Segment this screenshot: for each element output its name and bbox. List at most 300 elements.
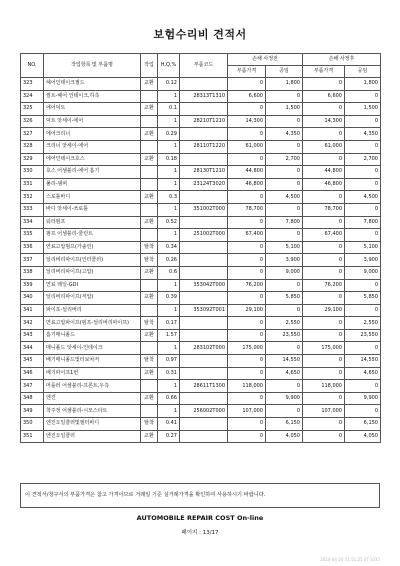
row-part-price-after: 0	[303, 191, 345, 204]
row-part-price-after: 175,000	[303, 342, 345, 355]
row-part-price-after: 46,800	[303, 178, 345, 191]
row-item: 펌프 어셈블리-쿨런트	[44, 229, 141, 242]
row-part-price-after: 0	[303, 103, 345, 116]
row-labor-before: 0	[266, 115, 303, 128]
row-hq: 1	[158, 203, 180, 216]
row-part-code	[180, 292, 228, 305]
row-labor-before: 7,800	[266, 216, 303, 229]
row-work	[141, 342, 158, 355]
row-work	[141, 405, 158, 418]
row-part-price-after: 0	[303, 329, 345, 342]
row-part-price-before: 0	[228, 191, 266, 204]
row-no: 351	[21, 430, 44, 443]
row-labor-before: 0	[266, 140, 303, 153]
row-item: 헤어인테이크필드	[44, 78, 141, 91]
table-row	[21, 355, 381, 368]
row-labor-before: 0	[266, 342, 303, 355]
row-item: 덕트 앗세이-에어	[44, 115, 141, 128]
header-item: 작업항목 및 부품명	[44, 54, 141, 78]
row-item: 워터펌프	[44, 216, 141, 229]
table-row	[21, 392, 381, 405]
row-hq: 0.6	[158, 266, 180, 279]
row-labor-after: 23,550	[345, 329, 381, 342]
row-part-code	[180, 317, 228, 330]
row-no: 328	[21, 140, 44, 153]
row-no: 338	[21, 266, 44, 279]
row-part-price-after: 0	[303, 128, 345, 141]
table-row	[21, 367, 381, 380]
row-no: 325	[21, 103, 44, 116]
row-part-price-after: 67,400	[303, 229, 345, 242]
row-labor-after: 0	[345, 304, 381, 317]
row-labor-after: 4,050	[345, 430, 381, 443]
row-part-price-after: 0	[303, 153, 345, 166]
row-part-code	[180, 128, 228, 141]
row-part-price-after: 0	[303, 216, 345, 229]
table-row	[21, 279, 381, 292]
row-no: 333	[21, 203, 44, 216]
row-labor-after: 14,550	[345, 355, 381, 368]
row-labor-after: 2,700	[345, 153, 381, 166]
row-part-code	[180, 367, 228, 380]
header-part-price-after: 부품가격	[303, 66, 345, 78]
row-no: 343	[21, 329, 44, 342]
row-no: 324	[21, 90, 44, 103]
row-no: 339	[21, 279, 44, 292]
row-no: 344	[21, 342, 44, 355]
row-work	[141, 166, 158, 179]
row-labor-before: 4,500	[266, 191, 303, 204]
row-labor-before: 0	[266, 90, 303, 103]
row-no: 332	[21, 191, 44, 204]
row-no: 348	[21, 392, 44, 405]
row-item: 크리너 앗세이-에어	[44, 140, 141, 153]
table-row	[21, 115, 381, 128]
row-part-code: 351002T000	[180, 203, 228, 216]
table-row	[21, 317, 381, 330]
row-work: 탈착	[141, 355, 158, 368]
row-part-price-after: 0	[303, 266, 345, 279]
row-hq: 0.29	[158, 128, 180, 141]
row-work: 교환	[141, 392, 158, 405]
row-part-price-before: 0	[228, 367, 266, 380]
row-part-price-after: 76,200	[303, 279, 345, 292]
row-part-price-before: 0	[228, 418, 266, 431]
row-part-price-before: 46,800	[228, 178, 266, 191]
table-row	[21, 405, 381, 418]
row-part-price-after: 0	[303, 292, 345, 305]
row-part-price-after: 107,000	[303, 405, 345, 418]
row-no: 342	[21, 317, 44, 330]
row-labor-after: 0	[345, 178, 381, 191]
row-labor-before: 5,100	[266, 241, 303, 254]
row-no: 346	[21, 367, 44, 380]
row-labor-after: 3,900	[345, 254, 381, 267]
row-work: 탈착	[141, 254, 158, 267]
row-item: 연료고압파이프(펌프-딜리버리파이프)	[44, 317, 141, 330]
row-part-price-after: 29,100	[303, 304, 345, 317]
row-part-code	[180, 266, 228, 279]
row-item: 딜리버리파이프(저압)	[44, 292, 141, 305]
row-labor-before: 0	[266, 203, 303, 216]
row-hq: 1	[158, 166, 180, 179]
row-item: 바디 앗세이-쓰로틀	[44, 203, 141, 216]
row-no: 350	[21, 418, 44, 431]
row-part-price-before: 0	[228, 317, 266, 330]
row-work: 교환	[141, 367, 158, 380]
row-no: 335	[21, 229, 44, 242]
row-part-code	[180, 254, 228, 267]
row-item: 착주정 어셈블리-시모스타트	[44, 405, 141, 418]
row-labor-after: 4,650	[345, 367, 381, 380]
table-row	[21, 216, 381, 229]
row-hq: 0.31	[158, 367, 180, 380]
row-no: 345	[21, 355, 44, 368]
table-row	[21, 430, 381, 443]
row-labor-after: 0	[345, 203, 381, 216]
row-part-code	[180, 216, 228, 229]
header-hq: H.Q,%	[158, 54, 180, 78]
table-row	[21, 178, 381, 191]
row-part-price-before: 0	[228, 254, 266, 267]
header-after-adjustment: 손해 사정후	[303, 54, 381, 66]
row-work: 교환	[141, 216, 158, 229]
row-part-price-before: 0	[228, 153, 266, 166]
row-hq: 1	[158, 90, 180, 103]
row-hq: 0.97	[158, 355, 180, 368]
table-row	[21, 153, 381, 166]
table-row	[21, 203, 381, 216]
row-work	[141, 140, 158, 153]
row-no: 347	[21, 380, 44, 393]
table-row	[21, 90, 381, 103]
row-labor-after: 0	[345, 405, 381, 418]
header-labor-after: 공임	[345, 66, 381, 78]
row-no: 337	[21, 254, 44, 267]
row-labor-before: 0	[266, 166, 303, 179]
row-part-price-before: 0	[228, 128, 266, 141]
row-labor-after: 0	[345, 380, 381, 393]
row-part-price-after: 0	[303, 241, 345, 254]
page-number: 페이지 : 13/17	[181, 530, 219, 536]
row-part-price-before: 61,000	[228, 140, 266, 153]
table-row	[21, 342, 381, 355]
row-part-code: 28210T1210	[180, 115, 228, 128]
row-hq: 0.39	[158, 292, 180, 305]
row-item: 딜리버리파이프(고압)	[44, 266, 141, 279]
row-no: 331	[21, 178, 44, 191]
row-part-code: 251002T000	[180, 229, 228, 242]
row-part-price-before: 0	[228, 430, 266, 443]
row-item: 배기매니폴드및터보차저	[44, 355, 141, 368]
row-part-price-before: 0	[228, 216, 266, 229]
row-part-code	[180, 78, 228, 91]
row-no: 340	[21, 292, 44, 305]
row-work: 교환	[141, 191, 158, 204]
row-no: 334	[21, 216, 44, 229]
table-row	[21, 78, 381, 91]
table-row	[21, 266, 381, 279]
row-labor-before: 6,150	[266, 418, 303, 431]
row-labor-after: 9,900	[345, 392, 381, 405]
row-part-price-after: 0	[303, 317, 345, 330]
row-item: 딜리버리파이프(인터쿨러)	[44, 254, 141, 267]
row-labor-before: 2,700	[266, 153, 303, 166]
estimate-rows	[21, 78, 381, 443]
row-hq: 0.12	[158, 78, 180, 91]
row-part-price-before: 0	[228, 103, 266, 116]
row-hq: 1.57	[158, 329, 180, 342]
table-row	[21, 329, 381, 342]
row-labor-before: 1,800	[266, 78, 303, 91]
row-labor-before: 0	[266, 304, 303, 317]
row-labor-before: 23,550	[266, 329, 303, 342]
row-part-code	[180, 153, 228, 166]
estimate-table	[20, 53, 381, 443]
row-part-price-after: 0	[303, 78, 345, 91]
row-hq: 1	[158, 342, 180, 355]
row-work: 교환	[141, 153, 158, 166]
row-labor-after: 0	[345, 115, 381, 128]
row-labor-before: 0	[266, 279, 303, 292]
row-work	[141, 178, 158, 191]
row-item: 씰트-헤어 인테이크,하측	[44, 90, 141, 103]
row-item: 머플러 어셈블리-프론트,우측	[44, 380, 141, 393]
table-row	[21, 229, 381, 242]
row-hq: 1	[158, 229, 180, 242]
disclaimer-note: 이 견적서/청구서의 부품가격은 참고 가격이므로 거래일 기준 실거래가격을 확인하여 사용하시기 바랍니다.	[20, 483, 380, 508]
row-labor-before: 3,900	[266, 254, 303, 267]
row-no: 329	[21, 153, 44, 166]
row-part-price-after: 61,000	[303, 140, 345, 153]
row-item: 호스 어셈블리-에어 흡기	[44, 166, 141, 179]
row-part-code: 283102T000	[180, 342, 228, 355]
row-item: 연료 레일-GDI	[44, 279, 141, 292]
row-part-price-before: 29,100	[228, 304, 266, 317]
table-row	[21, 418, 381, 431]
row-part-price-after: 0	[303, 254, 345, 267]
row-part-price-before: 107,000	[228, 405, 266, 418]
row-work	[141, 90, 158, 103]
row-labor-after: 1,500	[345, 103, 381, 116]
row-work: 교환	[141, 292, 158, 305]
row-part-price-before: 44,800	[228, 166, 266, 179]
row-hq: 0.3	[158, 191, 180, 204]
row-part-price-before: 67,400	[228, 229, 266, 242]
row-work	[141, 115, 158, 128]
row-part-price-before: 118,000	[228, 380, 266, 393]
row-no: 326	[21, 115, 44, 128]
row-labor-after: 1,800	[345, 78, 381, 91]
row-labor-after: 9,000	[345, 266, 381, 279]
row-item: 엔진	[44, 392, 141, 405]
row-part-price-before: 0	[228, 78, 266, 91]
row-part-price-before: 0	[228, 266, 266, 279]
table-row	[21, 166, 381, 179]
row-work	[141, 304, 158, 317]
row-part-price-before: 0	[228, 241, 266, 254]
row-item: 풀리-댐퍼	[44, 178, 141, 191]
row-labor-after: 0	[345, 140, 381, 153]
row-item: 스로틀바디	[44, 191, 141, 204]
print-stamp: 2024-04-26 11:51:25 ST:1035	[320, 557, 380, 562]
row-item: 연료고압펌프(가솔린)	[44, 241, 141, 254]
row-part-price-after: 14,300	[303, 115, 345, 128]
row-part-code: 256002T000	[180, 405, 228, 418]
footer-title: AUTOMOBILE REPAIR COST On-line	[136, 514, 264, 522]
row-part-code: 28611T1300	[180, 380, 228, 393]
row-work: 탈착	[141, 317, 158, 330]
row-part-code: 353042T000	[180, 279, 228, 292]
row-labor-after: 4,350	[345, 128, 381, 141]
row-part-price-before: 0	[228, 392, 266, 405]
row-work: 교환	[141, 78, 158, 91]
row-part-code	[180, 241, 228, 254]
row-hq: 0.52	[158, 216, 180, 229]
document-title: 보험수리비 견적서	[153, 28, 247, 41]
row-no: 327	[21, 128, 44, 141]
row-no: 349	[21, 405, 44, 418]
row-part-price-before: 0	[228, 355, 266, 368]
table-row	[21, 254, 381, 267]
row-hq: 0.1	[158, 103, 180, 116]
row-labor-after: 5,850	[345, 292, 381, 305]
table-row	[21, 292, 381, 305]
row-labor-after: 0	[345, 229, 381, 242]
row-part-price-after: 6,600	[303, 90, 345, 103]
table-row	[21, 191, 381, 204]
row-item: 파이프-딜리버리	[44, 304, 141, 317]
row-work	[141, 279, 158, 292]
row-labor-before: 4,050	[266, 430, 303, 443]
row-labor-after: 2,550	[345, 317, 381, 330]
row-part-code	[180, 329, 228, 342]
row-no: 336	[21, 241, 44, 254]
row-part-code: 28130T1210	[180, 166, 228, 179]
row-part-code	[180, 430, 228, 443]
row-part-code: 353092T001	[180, 304, 228, 317]
row-part-price-before: 14,300	[228, 115, 266, 128]
row-part-price-after: 44,800	[303, 166, 345, 179]
row-hq: 0.17	[158, 317, 180, 330]
row-part-code	[180, 191, 228, 204]
row-part-code	[180, 355, 228, 368]
row-part-code: 23124T3020	[180, 178, 228, 191]
row-part-price-after: 0	[303, 392, 345, 405]
row-hq: 0.18	[158, 153, 180, 166]
row-labor-after: 5,100	[345, 241, 381, 254]
row-labor-after: 0	[345, 342, 381, 355]
row-hq: 1	[158, 380, 180, 393]
row-labor-after: 0	[345, 166, 381, 179]
row-part-price-after: 0	[303, 367, 345, 380]
row-hq: 0.26	[158, 254, 180, 267]
row-hq: 1	[158, 115, 180, 128]
row-hq: 0.34	[158, 241, 180, 254]
table-row	[21, 128, 381, 141]
row-item: 배기파이프1번	[44, 367, 141, 380]
row-work	[141, 380, 158, 393]
row-work	[141, 203, 158, 216]
row-part-price-after: 0	[303, 418, 345, 431]
header-work: 작업	[141, 54, 158, 78]
row-work: 교환	[141, 103, 158, 116]
header-part-price-before: 부품가격	[228, 66, 266, 78]
row-hq: 0.27	[158, 430, 180, 443]
row-labor-before: 1,500	[266, 103, 303, 116]
row-labor-after: 0	[345, 90, 381, 103]
row-part-code: 28313T1310	[180, 90, 228, 103]
row-item: 에어덕트	[44, 103, 141, 116]
row-part-price-before: 0	[228, 292, 266, 305]
row-hq: 1	[158, 140, 180, 153]
table-row	[21, 140, 381, 153]
table-row	[21, 103, 381, 116]
header-labor-before: 공임	[266, 66, 303, 78]
row-labor-before: 0	[266, 229, 303, 242]
row-no: 330	[21, 166, 44, 179]
row-labor-after: 7,800	[345, 216, 381, 229]
row-labor-before: 0	[266, 178, 303, 191]
row-work	[141, 229, 158, 242]
row-part-price-after: 118,000	[303, 380, 345, 393]
row-part-price-before: 76,200	[228, 279, 266, 292]
row-item: 에어크리너	[44, 128, 141, 141]
row-labor-before: 9,000	[266, 266, 303, 279]
row-no: 341	[21, 304, 44, 317]
row-work: 교환	[141, 128, 158, 141]
row-hq: 1	[158, 405, 180, 418]
table-row	[21, 304, 381, 317]
row-labor-after: 4,500	[345, 191, 381, 204]
row-work: 교환	[141, 329, 158, 342]
row-hq: 1	[158, 304, 180, 317]
row-hq: 1	[158, 178, 180, 191]
row-item: 엔진오일쿨러및필터바디	[44, 418, 141, 431]
row-part-price-before: 175,000	[228, 342, 266, 355]
row-part-price-after: 78,700	[303, 203, 345, 216]
row-item: 흡기매니폴드	[44, 329, 141, 342]
row-hq: 0.66	[158, 392, 180, 405]
table-row	[21, 241, 381, 254]
row-labor-before: 5,850	[266, 292, 303, 305]
row-work: 탈착	[141, 241, 158, 254]
header-part-code: 부품코드	[180, 54, 228, 78]
row-labor-before: 9,900	[266, 392, 303, 405]
row-labor-before: 0	[266, 405, 303, 418]
row-part-code: 28110T1220	[180, 140, 228, 153]
row-work: 교환	[141, 430, 158, 443]
row-part-code	[180, 392, 228, 405]
row-item: 엔진오일쿨러	[44, 430, 141, 443]
row-labor-after: 0	[345, 279, 381, 292]
row-no: 323	[21, 78, 44, 91]
row-work: 교환	[141, 266, 158, 279]
row-labor-before: 4,350	[266, 128, 303, 141]
header-before-adjustment: 손해 사정전	[228, 54, 303, 66]
table-row	[21, 380, 381, 393]
row-labor-before: 14,550	[266, 355, 303, 368]
row-item: 에어인테이크호스	[44, 153, 141, 166]
row-hq: 1	[158, 279, 180, 292]
row-part-price-after: 0	[303, 355, 345, 368]
row-work: 탈착	[141, 418, 158, 431]
row-part-price-before: 78,700	[228, 203, 266, 216]
row-part-price-before: 0	[228, 329, 266, 342]
row-labor-before: 2,550	[266, 317, 303, 330]
row-hq: 0.41	[158, 418, 180, 431]
row-labor-before: 4,650	[266, 367, 303, 380]
